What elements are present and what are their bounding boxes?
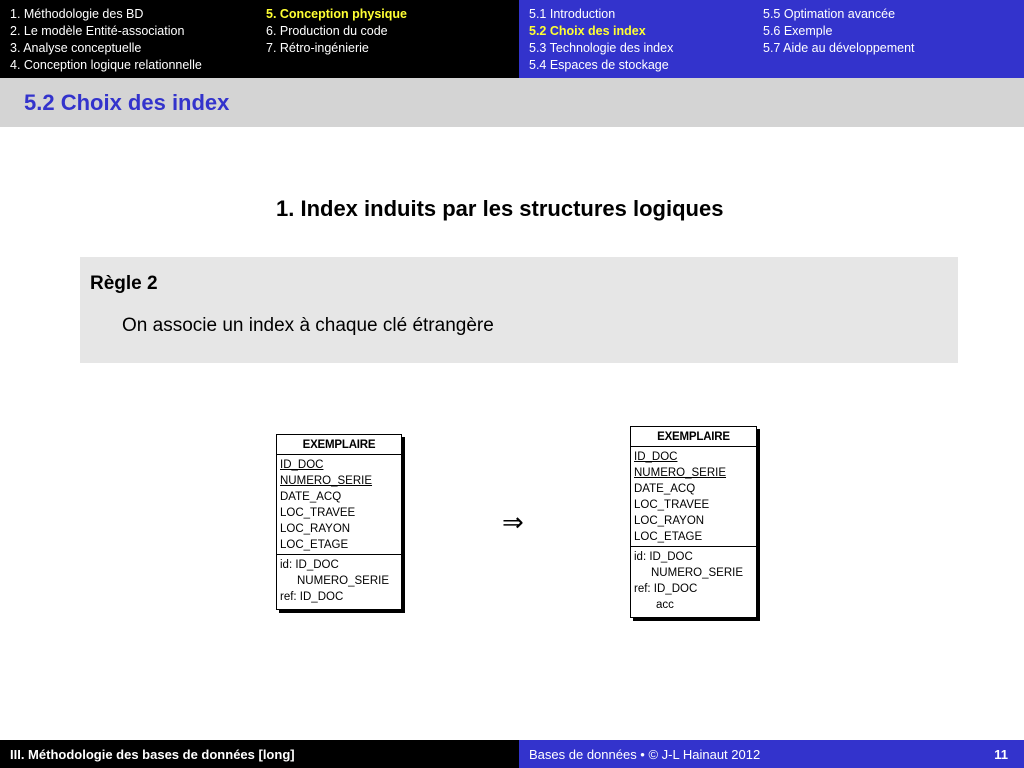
- nav-subsection-5-2-active[interactable]: 5.2 Choix des index: [529, 24, 646, 38]
- key-identifier-continued: NUMERO_SERIE: [297, 575, 390, 587]
- nav-section-6[interactable]: 6. Production du code: [266, 24, 388, 38]
- page-number: 11: [994, 747, 1008, 762]
- footer-left: [0, 740, 519, 768]
- entity-keys: [277, 555, 401, 609]
- subsection-column-1: [529, 6, 673, 74]
- nav-subsection-5-1[interactable]: 5.1 Introduction: [529, 7, 616, 21]
- attribute-loc-rayon: LOC_RAYON: [634, 515, 705, 527]
- entity-box-before: [276, 434, 402, 610]
- entity-name: EXEMPLAIRE: [631, 427, 756, 447]
- nav-subsection-5-6[interactable]: 5.6 Exemple: [763, 24, 833, 38]
- key-access-index: acc: [656, 599, 674, 611]
- key-reference: ref: ID_DOC: [280, 591, 344, 603]
- key-reference: ref: ID_DOC: [634, 583, 698, 595]
- section-navigation: [0, 0, 519, 78]
- attribute-loc-etage: LOC_ETAGE: [280, 539, 349, 551]
- nav-section-2[interactable]: 2. Le modèle Entité-association: [10, 24, 185, 38]
- nav-subsection-5-4[interactable]: 5.4 Espaces de stockage: [529, 58, 669, 72]
- entity-name: EXEMPLAIRE: [277, 435, 401, 455]
- entity-box-after: [630, 426, 757, 618]
- frame-title: 5.2 Choix des index: [24, 90, 230, 115]
- nav-section-4[interactable]: 4. Conception logique relationnelle: [10, 58, 202, 72]
- key-identifier-continued: NUMERO_SERIE: [651, 567, 744, 579]
- entity-attributes: [277, 455, 401, 555]
- attribute-loc-travee: LOC_TRAVEE: [634, 499, 710, 511]
- nav-section-1[interactable]: 1. Méthodologie des BD: [10, 7, 144, 21]
- nav-subsection-5-5[interactable]: 5.5 Optimation avancée: [763, 7, 896, 21]
- nav-subsection-5-7[interactable]: 5.7 Aide au développement: [763, 41, 915, 55]
- attribute-numero-serie: NUMERO_SERIE: [280, 475, 373, 487]
- footer-copyright: Bases de données • © J-L Hainaut 2012: [529, 747, 761, 762]
- attribute-date-acq: DATE_ACQ: [280, 491, 342, 503]
- attribute-loc-rayon: LOC_RAYON: [280, 523, 351, 535]
- footer-right: [519, 740, 1024, 768]
- attribute-id-doc: ID_DOC: [634, 451, 678, 463]
- key-identifier: id: ID_DOC: [634, 551, 693, 563]
- rule-text: On associe un index à chaque clé étrangère: [122, 315, 494, 336]
- nav-section-7[interactable]: 7. Rétro-ingénierie: [266, 41, 369, 55]
- rule-title: Règle 2: [90, 273, 158, 294]
- attribute-date-acq: DATE_ACQ: [634, 483, 696, 495]
- rule-block: [80, 257, 958, 363]
- nav-section-3[interactable]: 3. Analyse conceptuelle: [10, 41, 142, 55]
- key-identifier: id: ID_DOC: [280, 559, 339, 571]
- footer-course-title: III. Méthodologie des bases de données [long]: [10, 747, 295, 762]
- nav-subsection-5-3[interactable]: 5.3 Technologie des index: [529, 41, 674, 55]
- subsection-column-2: [763, 6, 915, 57]
- entity-attributes: [631, 447, 756, 547]
- section-column-1: [10, 6, 202, 74]
- attribute-loc-etage: LOC_ETAGE: [634, 531, 703, 543]
- frame-title-bar: [0, 78, 1024, 127]
- implies-arrow-icon: ⇒: [502, 508, 524, 538]
- entity-keys: [631, 547, 756, 617]
- subsection-navigation: [519, 0, 1024, 78]
- section-column-2: [266, 6, 407, 57]
- attribute-id-doc: ID_DOC: [280, 459, 324, 471]
- attribute-loc-travee: LOC_TRAVEE: [280, 507, 356, 519]
- header-navigation: [0, 0, 1024, 78]
- attribute-numero-serie: NUMERO_SERIE: [634, 467, 727, 479]
- section-heading: 1. Index induits par les structures logiques: [276, 196, 724, 221]
- nav-section-5-active[interactable]: 5. Conception physique: [266, 7, 407, 21]
